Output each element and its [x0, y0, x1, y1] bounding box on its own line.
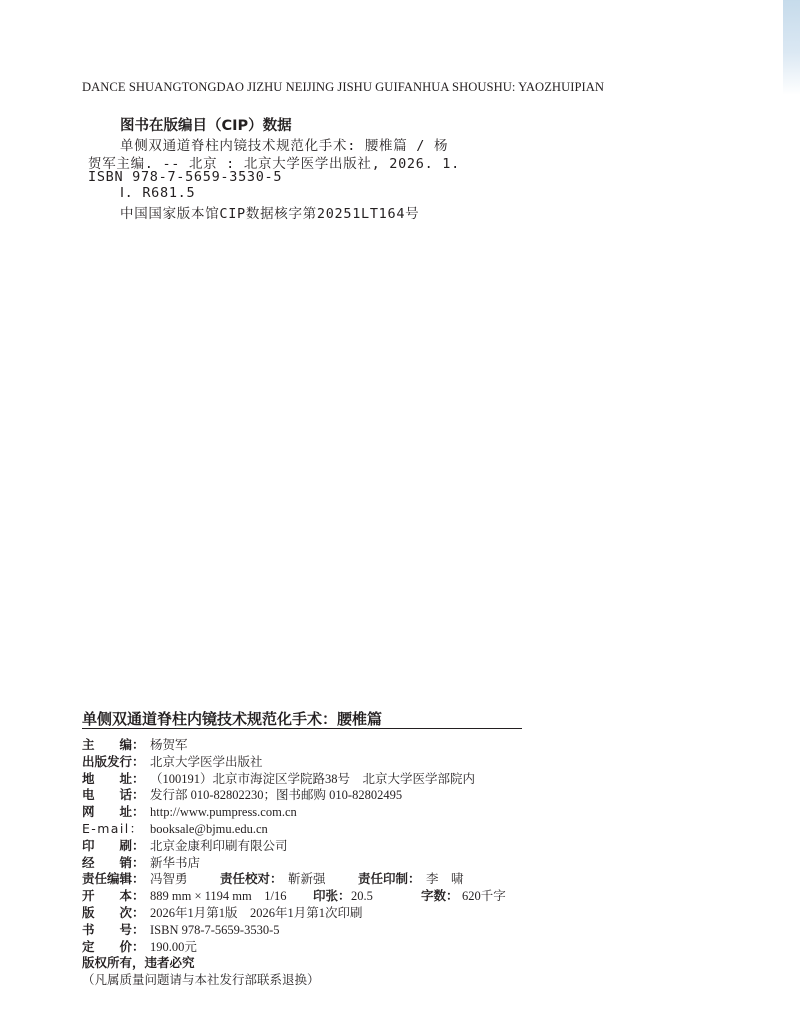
word-count-value: 620千字	[462, 889, 506, 904]
proofreader-value: 靳新强	[288, 872, 326, 887]
isbn-value: ISBN 978-7-5659-3530-5	[150, 922, 280, 937]
address-value: （100191）北京市海淀区学院路38号 北京大学医学部院内	[150, 771, 476, 786]
website-value: http://www.pumpress.com.cn	[150, 805, 297, 820]
cip-isbn-line: ISBN 978-7-5659-3530-5	[88, 169, 283, 185]
price-value: 190.00元	[150, 939, 197, 954]
format-label: 开 本：	[82, 888, 145, 904]
imprint-details	[82, 737, 602, 989]
printer-row	[82, 838, 602, 855]
website-row	[82, 804, 602, 821]
word-count-label: 字数：	[421, 888, 459, 904]
printer-value: 北京金康利印刷有限公司	[150, 838, 288, 853]
phone-row	[82, 787, 602, 804]
isbn-row	[82, 922, 602, 939]
cip-heading: 图书在版编目（CIP）数据	[120, 118, 292, 134]
print-supervisor-label: 责任印制：	[358, 871, 421, 887]
cip-classification-line: Ⅰ. R681.5	[120, 185, 196, 201]
cip-record-number: 中国国家版本馆CIP数据核字第20251LT164号	[120, 206, 420, 222]
edition-row	[82, 905, 602, 922]
edition-label: 版 次：	[82, 904, 145, 920]
edition-value: 2026年1月第1版 2026年1月第1次印刷	[150, 905, 363, 920]
phone-value: 发行部 010-82802230；图书邮购 010-82802495	[150, 788, 403, 803]
responsible-staff-row	[82, 871, 602, 888]
quality-return-note: （凡属质量问题请与本社发行部联系退换）	[82, 973, 320, 988]
price-row	[82, 939, 602, 956]
format-row	[82, 888, 602, 905]
print-supervisor-value: 李 啸	[426, 872, 464, 887]
responsible-editor-value: 冯智勇	[150, 872, 188, 887]
printer-label: 印 刷：	[82, 837, 145, 853]
email-value: booksale@bjmu.edu.cn	[150, 821, 268, 836]
proofreader-label: 责任校对：	[220, 871, 283, 887]
address-row	[82, 771, 602, 788]
responsible-editor-label: 责任编辑：	[82, 871, 145, 887]
edge-color-strip	[783, 0, 800, 95]
sheets-label: 印张：	[313, 888, 351, 904]
distributor-row	[82, 855, 602, 872]
distributor-value: 新华书店	[150, 855, 201, 870]
cip-line: 单侧双通道脊柱内镜技术规范化手术: 腰椎篇 / 杨	[120, 138, 449, 154]
editor-label: 主 编：	[82, 737, 145, 752]
publisher-label: 出版发行：	[82, 753, 145, 769]
address-label: 地 址：	[82, 770, 145, 786]
email-label: E-mail：	[82, 820, 144, 836]
distributor-label: 经 销：	[82, 854, 145, 870]
editor-row	[82, 737, 602, 754]
isbn-label: 书 号：	[82, 921, 145, 937]
website-label: 网 址：	[82, 804, 145, 820]
phone-label: 电 话：	[82, 787, 145, 803]
imprint-title: 单侧双通道脊柱内镜技术规范化手术：腰椎篇	[82, 710, 383, 728]
pinyin-title: DANCE SHUANGTONGDAO JIZHU NEIJING JISHU GUIFANHUA SHOUSHU: YAOZHUIPIAN	[82, 80, 605, 94]
sheets-value: 20.5	[351, 889, 373, 904]
cip-line: 贺军主编. -- 北京 : 北京大学医学出版社, 2026. 1.	[88, 156, 460, 172]
copyright-notice: 版权所有，违者必究	[82, 955, 195, 971]
format-value: 889 mm × 1194 mm 1/16	[150, 889, 287, 904]
email-row	[82, 821, 602, 838]
price-label: 定 价：	[82, 938, 145, 954]
title-underline	[82, 728, 522, 729]
publisher-value: 北京大学医学出版社	[150, 754, 263, 769]
editor-value: 杨贺军	[150, 738, 188, 752]
publisher-row	[82, 754, 602, 771]
